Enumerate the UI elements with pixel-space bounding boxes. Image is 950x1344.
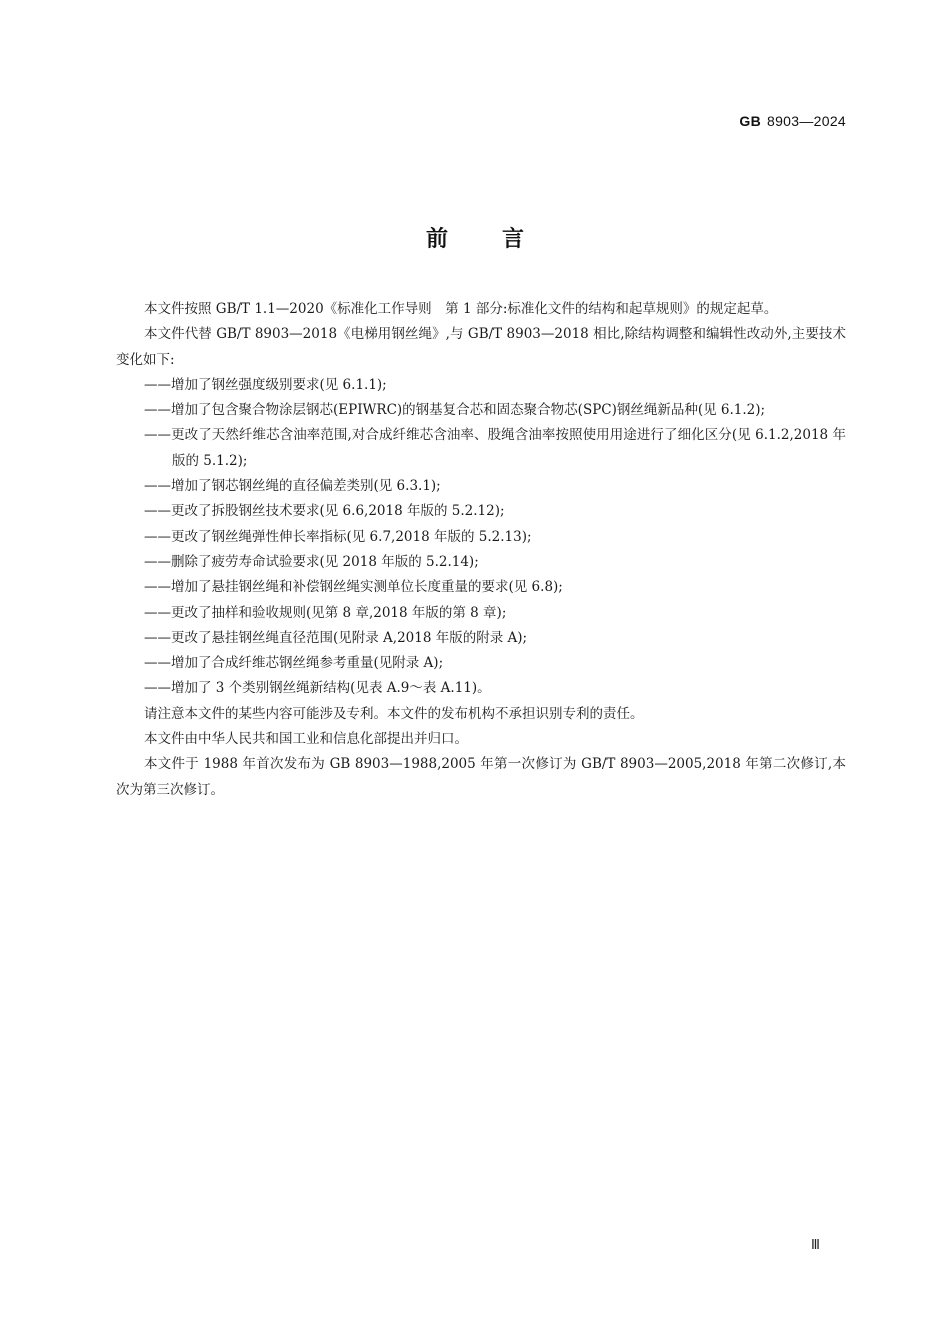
change-item: ——增加了合成纤维芯钢丝绳参考重量(见附录 A);: [144, 655, 444, 672]
change-item: ——增加了钢芯钢丝绳的直径偏差类别(见 6.3.1);: [144, 478, 441, 495]
patent-notice: 请注意本文件的某些内容可能涉及专利。本文件的发布机构不承担识别专利的责任。: [144, 705, 644, 722]
standard-code-prefix: GB: [739, 113, 761, 129]
change-item: ——增加了钢丝强度级别要求(见 6.1.1);: [144, 376, 387, 393]
change-item: ——更改了钢丝绳弹性伸长率指标(见 6.7,2018 年版的 5.2.13);: [144, 528, 532, 545]
page-number: Ⅲ: [811, 1238, 820, 1253]
change-item: ——更改了拆股钢丝技术要求(见 6.6,2018 年版的 5.2.12);: [144, 503, 505, 520]
page-title: 前言: [425, 227, 578, 252]
revision-history: 本文件于 1988 年首次发布为 GB 8903—1988,2005 年第一次修订为 GB/T 8903—2005,2018 年第二次修订,本次为第三次修订。: [116, 756, 846, 798]
standard-code: [739, 113, 846, 129]
intro-paragraph-2: 本文件代替 GB/T 8903—2018《电梯用钢丝绳》,与 GB/T 8903—2018 相比,除结构调整和编辑性改动外,主要技术变化如下:: [116, 326, 846, 368]
change-item: ——删除了疲劳寿命试验要求(见 2018 年版的 5.2.14);: [144, 553, 479, 570]
change-item: ——增加了包含聚合物涂层钢芯(EPIWRC)的钢基复合芯和固态聚合物芯(SPC)钢丝绳新品种(见 6.1.2);: [144, 402, 766, 419]
intro-paragraph-1: 本文件按照 GB/T 1.1—2020《标准化工作导则 第 1 部分:标准化文件的结构和起草规则》的规定起草。: [144, 301, 778, 317]
change-item: ——更改了悬挂钢丝绳直径范围(见附录 A,2018 年版的附录 A);: [144, 629, 528, 646]
proposer-statement: 本文件由中华人民共和国工业和信息化部提出并归口。: [144, 731, 468, 748]
change-item: ——更改了抽样和验收规则(见第 8 章,2018 年版的第 8 章);: [144, 604, 507, 621]
change-item: ——增加了 3 个类别钢丝绳新结构(见表 A.9～表 A.11)。: [144, 680, 491, 697]
standard-code-number: 8903—2024: [767, 113, 846, 129]
change-item: ——增加了悬挂钢丝绳和补偿钢丝绳实测单位长度重量的要求(见 6.8);: [144, 579, 563, 596]
change-item: ——更改了天然纤维芯含油率范围,对合成纤维芯含油率、股绳含油率按照使用用途进行了细化区分(见 6.1.2,2018 年版的 5.1.2);: [144, 427, 846, 469]
preface-body: [116, 297, 846, 803]
